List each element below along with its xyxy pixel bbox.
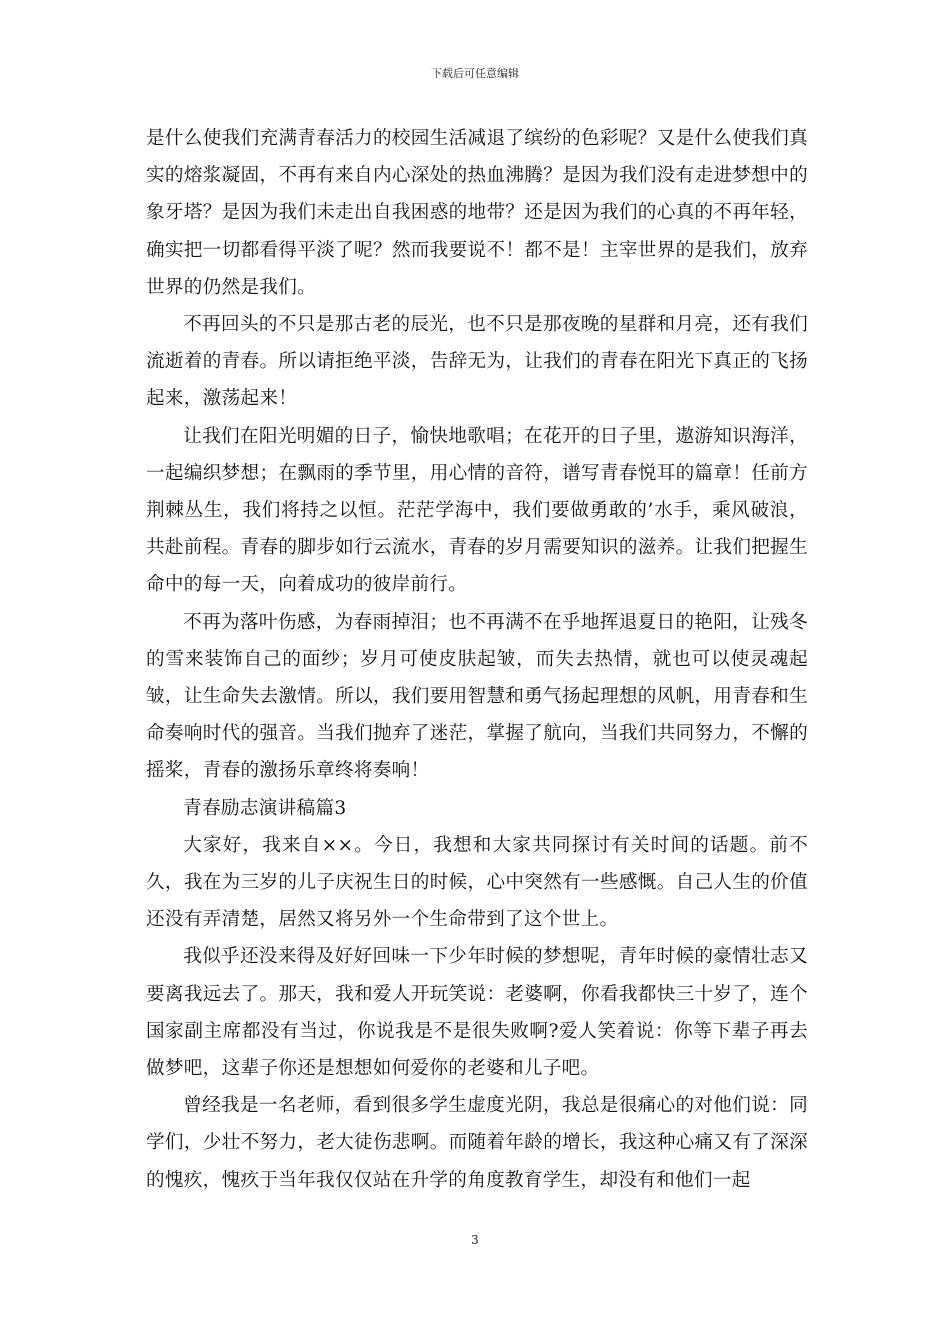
document-body — [146, 120, 808, 1199]
paragraph: 不再回头的不只是那古老的辰光，也不只是那夜晚的星群和月亮，还有我们流逝着的青春。所以请拒绝平淡，告辞无为，让我们的青春在阳光下真正的飞扬起来，激荡起来！ — [146, 314, 808, 410]
paragraph: 让我们在阳光明媚的日子，愉快地歌唱；在花开的日子里，遨游知识海洋，一起编织梦想；在飘雨的季节里，用心情的音符，谱写青春悦耳的篇章！任前方荆棘丛生，我们将持之以恒。茫茫学海中，我们要做勇敢的’水手，乘风破浪，共赴前程。青春的脚步如行云流水，青春的岁月需要知识的滋养。让我们把握生命中的每一天，向着成功的彼岸前行。 — [146, 425, 808, 596]
page-header-note: 下载后可任意编辑 — [431, 67, 519, 80]
paragraph: 大家好，我来自××。今日，我想和大家共同探讨有关时间的话题。前不久，我在为三岁的儿子庆祝生日的时候，心中突然有一些感慨。自己人生的价值还没有弄清楚，居然又将另外一个生命带到了这个世上。 — [146, 834, 808, 931]
paragraph: 是什么使我们充满青春活力的校园生活减退了缤纷的色彩呢？又是什么使我们真实的熔浆凝固，不再有来自内心深处的热血沸腾？是因为我们没有走进梦想中的象牙塔？是因为我们未走出自我困惑的地带？还是因为我们的心真的不再年轻，确实把一切都看得平淡了呢？然而我要说不！都不是！主宰世界的是我们，放弃世界的仍然是我们。 — [146, 128, 808, 298]
paragraph: 我似乎还没来得及好好回味一下少年时候的梦想呢，青年时候的豪情壮志又要离我远去了。那天，我和爱人开玩笑说：老婆啊，你看我都快三十岁了，连个国家副主席都没有当过，你说我是不是很失败啊?爱人笑着说：你等下辈子再去做梦吧，这辈子你还是想想如何爱你的老婆和儿子吧。 — [146, 946, 808, 1080]
page-number: 3 — [471, 1233, 479, 1247]
section-heading: 青春励志演讲稿篇3 — [183, 797, 347, 819]
paragraph: 不再为落叶伤感，为春雨掉泪；也不再满不在乎地挥退夏日的艳阳，让残冬的雪来装饰自己的面纱；岁月可使皮肤起皱，而失去热情，就也可以使灵魂起皱，让生命失去激情。所以，我们要用智慧和勇气扬起理想的风帆，用青春和生命奏响时代的强音。当我们抛弃了迷茫，掌握了航向，当我们共同努力，不懈的摇桨，青春的激扬乐章终将奏响！ — [146, 611, 808, 782]
paragraph: 曾经我是一名老师，看到很多学生虚度光阴，我总是很痛心的对他们说：同学们，少壮不努力，老大徒伤悲啊。而随着年龄的增长，我这种心痛又有了深深的愧疚，愧疚于当年我仅仅站在升学的角度教育学生，却没有和他们一起 — [146, 1095, 808, 1191]
